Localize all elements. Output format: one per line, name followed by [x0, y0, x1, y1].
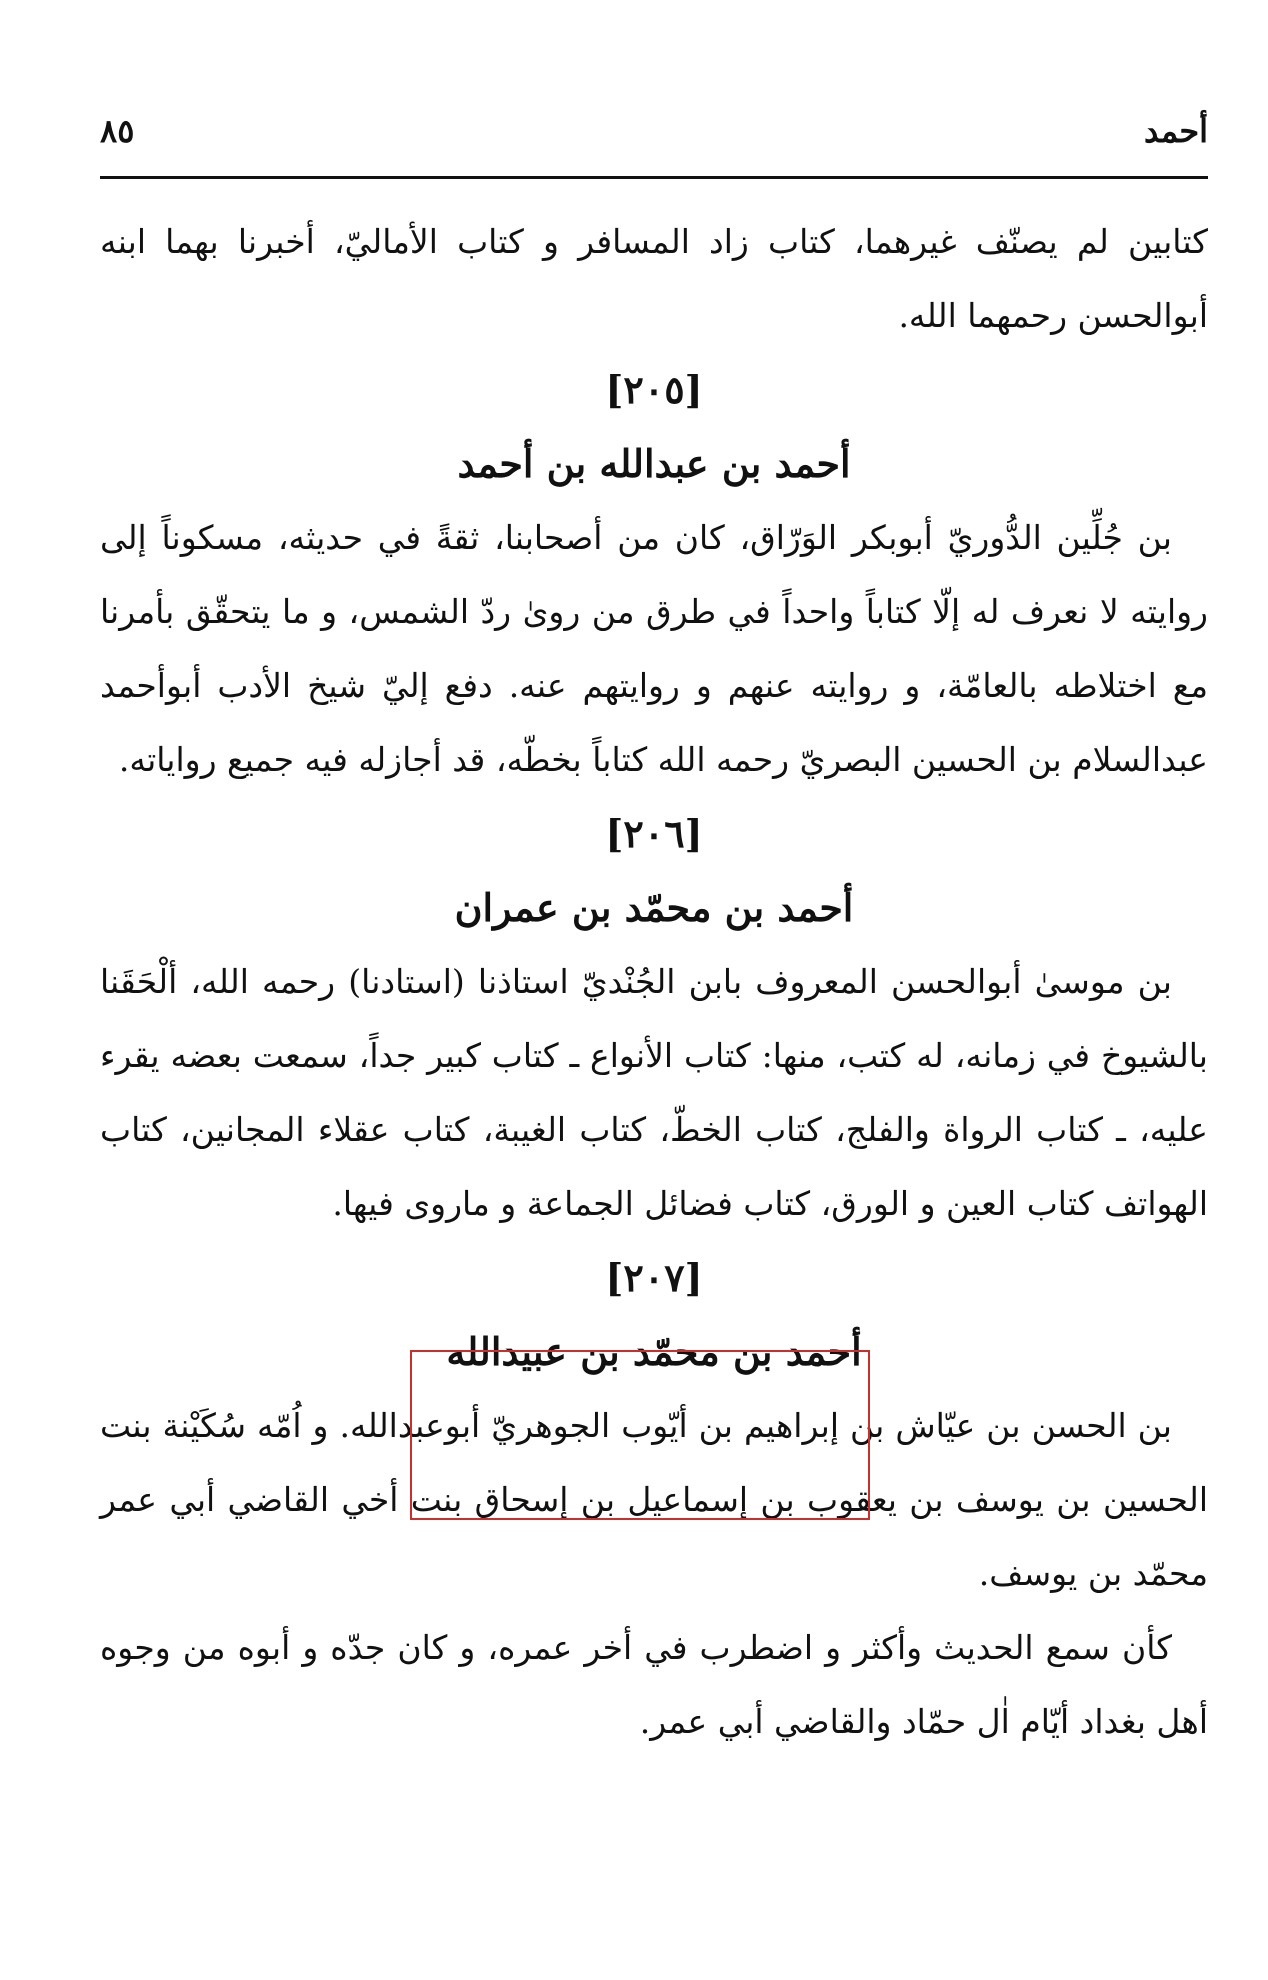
entry-number: [٢٠٦] [605, 811, 703, 856]
entry-name: أحمد بن محمّد بن عمران [454, 885, 854, 930]
entry-paragraph: كأن سمع الحديث وأكثر و اضطرب في أخر عمره، و كان جدّه و أبوه من وجوه أهل بغداد أيّام اٰل حمّاد والقاضي أبي عمر. [100, 1628, 1208, 1741]
entry-number: [٢٠٧] [605, 1255, 703, 1300]
entry-205 [100, 353, 1208, 797]
running-head [100, 112, 1208, 172]
intro-paragraph: كتابين لم يصنّف غيرهما، كتاب زاد المسافر و كتاب الأماليّ، أخبرنا بهما ابنه أبوالحسن رحمهما الله. [100, 222, 1208, 335]
entry-paragraph: بن الحسن بن عيّاش بن إبراهيم بن أيّوب الجوهريّ أبوعبدالله. و اُمّه سُكَيْنة بنت الحسين بن يوسف بن يعقوب بن إسماعيل بن إسحاق بنت أخي القاضي أبي عمر محمّد بن يوسف. [100, 1406, 1208, 1593]
entry-207 [100, 1241, 1208, 1759]
header-rule [100, 176, 1208, 179]
page-number: ٨٥ [100, 112, 135, 150]
entry-name: أحمد بن محمّد بن عبيدالله [446, 1329, 862, 1374]
entry-paragraph: بن موسىٰ أبوالحسن المعروف بابن الجُنْديّ استاذنا (استادنا) رحمه الله، ألْحَقَنا بالشيوخ في زمانه، له كتب، منها: كتاب الأنواع ـ كتاب كبير جداً، سمعت بعضه يقرء عليه، ـ كتاب الرواة والفلج، كتاب الخطّ، كتاب الغيبة، كتاب عقلاء المجانين، كتاب الهواتف كتاب العين و الورق، كتاب فضائل الجماعة و ماروى فيها. [100, 962, 1208, 1223]
entry-206 [100, 797, 1208, 1241]
entry-paragraph: بن جُلِّين الدُّوريّ أبوبكر الوَرّاق، كان من أصحابنا، ثقةً في حديثه، مسكوناً إلى روايته لا نعرف له إلّا كتاباً واحداً في طرق من روىٰ ردّ الشمس، و ما يتحقّق بأمرنا مع اختلاطه بالعامّة، و روايته عنهم و روايتهم عنه. دفع إليّ شيخ الأدب أبوأحمد عبدالسلام بن الحسين البصريّ رحمه الله كتاباً بخطّه، قد أجازله فيه جميع رواياته. [100, 518, 1208, 779]
entry-name: أحمد بن عبدالله بن أحمد [457, 441, 851, 486]
page-body [100, 205, 1208, 1759]
running-title: أحمد [1144, 112, 1208, 150]
entry-number: [٢٠٥] [605, 367, 703, 412]
